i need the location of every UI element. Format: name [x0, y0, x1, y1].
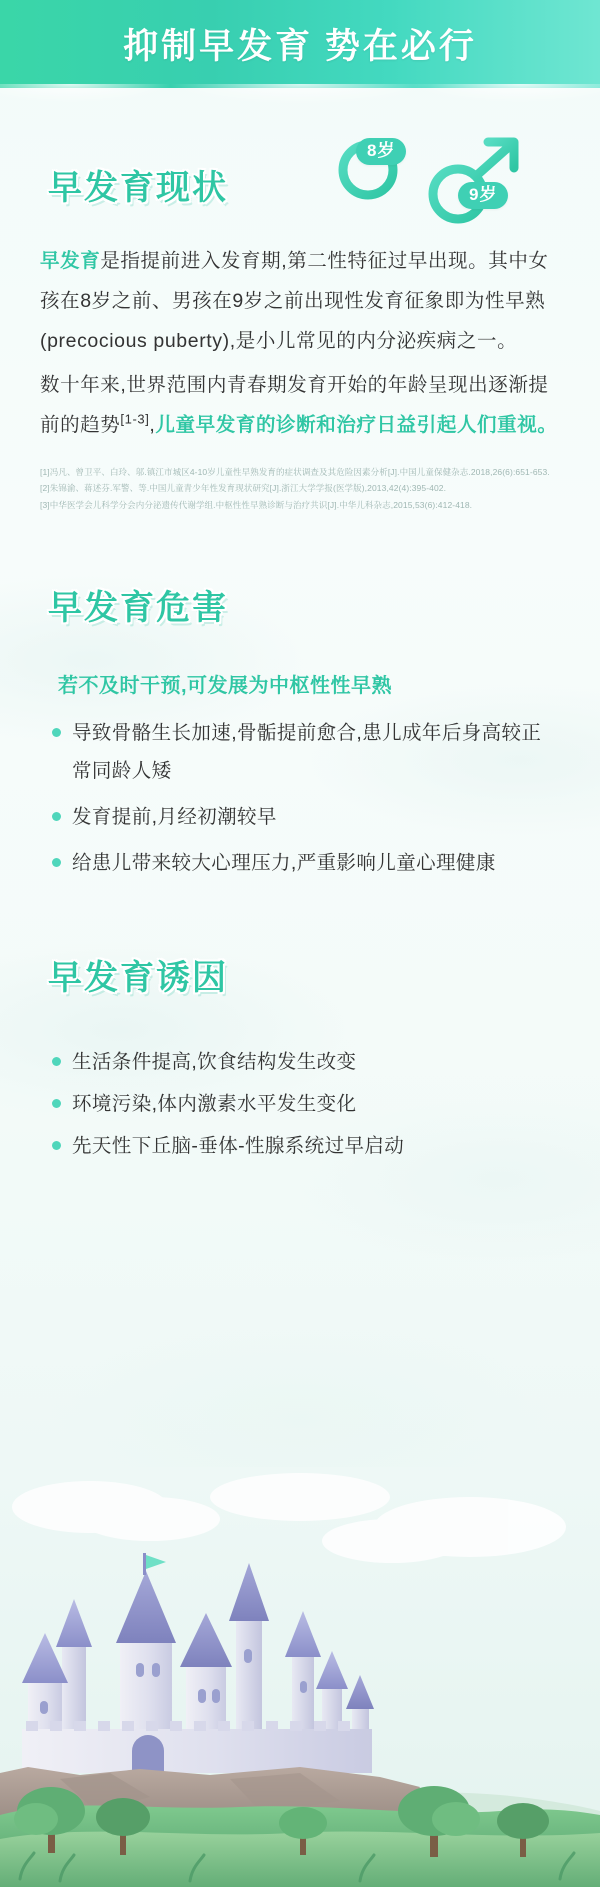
section1-title: 早发育现状 [48, 170, 228, 207]
section1-paragraph-1 [40, 242, 560, 362]
list-item: 给患儿带来较大心理压力,严重影响儿童心理健康 [50, 844, 560, 882]
section1-paragraph-2 [40, 366, 560, 446]
section1-heading-row [40, 132, 560, 242]
section3-title: 早发育诱因 [48, 959, 228, 997]
badge-boy-age: 9岁 [458, 182, 508, 209]
badge-girl-age: 8岁 [356, 138, 406, 165]
page-title: 抑制早发育 势在必行 [123, 27, 477, 66]
section3-cause-list [50, 1043, 560, 1165]
section1-paragraph-2-highlight: 儿童早发育的诊断和治疗日益引起人们重视。 [155, 413, 558, 436]
list-item: 发育提前,月经初潮较早 [50, 798, 560, 836]
list-item: 先天性下丘脑-垂体-性腺系统过早启动 [50, 1127, 560, 1165]
reference-item: [2]朱锦渝、蒋述芬.军警、等.中国儿童青少年性发育现状研究[J].浙江大学学报(医学版),2013,42(4):395-402. [40, 483, 447, 494]
section2-lead-text: 若不及时干预,可发展为中枢性性早熟 [58, 674, 393, 697]
section-current-status [0, 88, 600, 514]
section1-paragraph-1-text: 是指提前进入发育期,第二性特征过早出现。其中女孩在8岁之前、男孩在9岁之前出现性发育征象即为性早熟(precocious puberty),是小儿常见的内分泌疾病之一。 [40, 250, 549, 352]
venus-mars-icons [308, 132, 548, 242]
list-item: 环境污染,体内激素水平发生变化 [50, 1085, 560, 1123]
keyword-early-development: 早发育 [40, 250, 101, 272]
citation-marker: [1-3] [120, 411, 150, 427]
castle-illustration [0, 1467, 600, 1887]
reference-item: [3]中华医学会儿科学分会内分泌遗传代谢学组.中枢性性早熟诊断与治疗共识[J].中华儿科杂志,2015,53(6):412-418. [40, 499, 473, 510]
gender-symbols-illustration [308, 132, 548, 242]
page-header [0, 0, 600, 88]
section1-paragraph-2-comma: , [149, 413, 156, 436]
castle-scene-svg [0, 1467, 600, 1887]
list-item: 生活条件提高,饮食结构发生改变 [50, 1043, 560, 1081]
list-item: 导致骨骼生长加速,骨骺提前愈合,患儿成年后身高较正常同龄人矮 [50, 714, 560, 790]
reference-item: [1]冯凡、曾卫平、白玲、邬.镇江市城区4-10岁儿童性早熟发育的症状调查及其危险因素分析[J].中国儿童保健杂志.2018,26(6):651-653. [40, 466, 550, 477]
section-causes [0, 890, 600, 1165]
section2-harm-list [50, 714, 560, 882]
section-harms [0, 514, 600, 882]
reference-list [40, 464, 560, 514]
section1-paragraph-2-text-a: 数十年来,世界范围内青春期发育开始的年龄呈现出逐渐提前的趋势 [40, 373, 549, 436]
section2-title: 早发育危害 [48, 589, 228, 627]
